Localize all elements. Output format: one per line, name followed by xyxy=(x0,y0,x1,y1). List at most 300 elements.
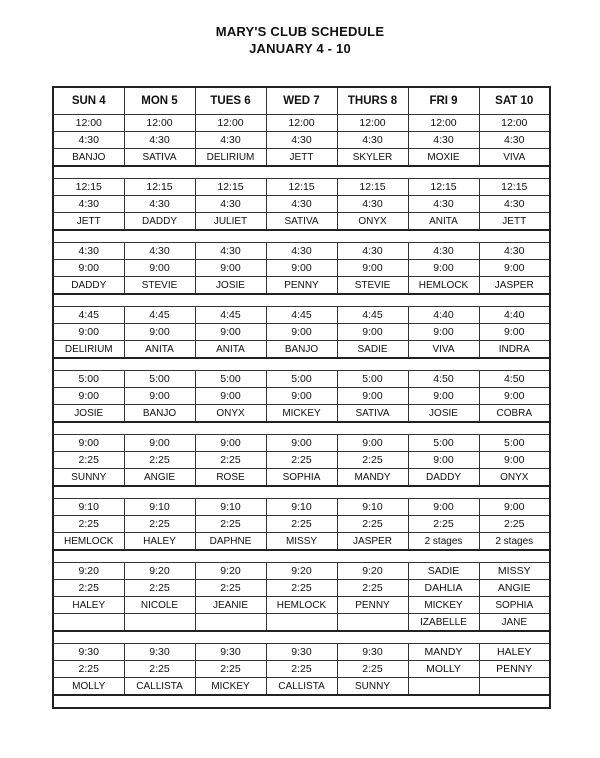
end-time-row-cell: 9:00 xyxy=(266,260,337,277)
start-time-row-cell: 9:30 xyxy=(124,644,195,661)
start-time-row-cell: 9:10 xyxy=(124,499,195,516)
start-time-row-cell: 5:00 xyxy=(124,371,195,388)
end-time-row-cell: 9:00 xyxy=(53,388,124,405)
start-time-row-cell: 4:45 xyxy=(337,307,408,324)
performer-row-cell: HEMLOCK xyxy=(53,533,124,551)
end-time-row-cell: 2:25 xyxy=(195,452,266,469)
start-time-row-cell: SADIE xyxy=(408,563,479,580)
start-time-row-cell: 9:00 xyxy=(479,499,550,516)
start-time-row-cell: 4:50 xyxy=(408,371,479,388)
performer-row-cell: JETT xyxy=(266,149,337,167)
end-time-row xyxy=(53,196,550,213)
spacer-row-cell xyxy=(124,695,195,708)
start-time-row-cell: 12:00 xyxy=(479,115,550,132)
performer-row xyxy=(53,533,550,551)
spacer-row-cell xyxy=(53,695,124,708)
spacer-row-cell xyxy=(266,550,337,563)
start-time-row xyxy=(53,179,550,196)
start-time-row-cell: MISSY xyxy=(479,563,550,580)
start-time-row-cell: 5:00 xyxy=(337,371,408,388)
start-time-row-cell: 4:45 xyxy=(53,307,124,324)
performer-row xyxy=(53,277,550,295)
spacer-row-cell xyxy=(124,550,195,563)
spacer-row-cell xyxy=(337,695,408,708)
performer-row-cell: ONYX xyxy=(195,405,266,423)
performer-row xyxy=(53,149,550,167)
spacer-row-cell xyxy=(195,550,266,563)
performer-row-cell: BANJO xyxy=(266,341,337,359)
end-time-row-cell: DAHLIA xyxy=(408,580,479,597)
start-time-row-cell: 12:15 xyxy=(195,179,266,196)
start-time-row-cell: 4:45 xyxy=(195,307,266,324)
spacer-row-cell xyxy=(337,166,408,179)
spacer-row-cell xyxy=(266,486,337,499)
performer-row-cell: CALLISTA xyxy=(124,678,195,696)
spacer-row-cell xyxy=(479,358,550,371)
performer-row-cell: 2 stages xyxy=(408,533,479,551)
spacer-row xyxy=(53,631,550,644)
performer-row-cell: JOSIE xyxy=(195,277,266,295)
start-time-row-cell: 12:00 xyxy=(195,115,266,132)
start-time-row-cell: 12:15 xyxy=(124,179,195,196)
end-time-row-cell: 9:00 xyxy=(408,324,479,341)
performer-extra-row-cell xyxy=(337,614,408,632)
spacer-row xyxy=(53,358,550,371)
end-time-row-cell: 4:30 xyxy=(479,196,550,213)
start-time-row-cell: 12:15 xyxy=(408,179,479,196)
spacer-row-cell xyxy=(53,486,124,499)
start-time-row-cell: 4:50 xyxy=(479,371,550,388)
spacer-row-cell xyxy=(266,294,337,307)
performer-row-cell: DAPHNE xyxy=(195,533,266,551)
end-time-row-cell: 2:25 xyxy=(337,452,408,469)
start-time-row-cell: 12:00 xyxy=(337,115,408,132)
performer-row xyxy=(53,341,550,359)
end-time-row xyxy=(53,661,550,678)
start-time-row-cell: 12:00 xyxy=(124,115,195,132)
end-time-row-cell: 9:00 xyxy=(337,388,408,405)
end-time-row-cell: 2:25 xyxy=(195,661,266,678)
end-time-row-cell: 9:00 xyxy=(266,388,337,405)
start-time-row xyxy=(53,115,550,132)
performer-row-cell: SUNNY xyxy=(53,469,124,487)
performer-row-cell: ONYX xyxy=(479,469,550,487)
day-header-row-cell: SUN 4 xyxy=(53,87,124,115)
end-time-row-cell: 9:00 xyxy=(195,260,266,277)
spacer-row-cell xyxy=(408,166,479,179)
end-time-row-cell: 2:25 xyxy=(337,580,408,597)
end-time-row-cell: 4:30 xyxy=(195,132,266,149)
performer-extra-row xyxy=(53,614,550,632)
performer-row-cell: MOLLY xyxy=(53,678,124,696)
start-time-row-cell: 9:00 xyxy=(124,435,195,452)
performer-row-cell: MICKEY xyxy=(266,405,337,423)
start-time-row-cell: 5:00 xyxy=(53,371,124,388)
start-time-row-cell: 9:20 xyxy=(124,563,195,580)
spacer-row-cell xyxy=(53,230,124,243)
spacer-row-cell xyxy=(408,294,479,307)
performer-row-cell: SOPHIA xyxy=(266,469,337,487)
performer-row-cell: ANGIE xyxy=(124,469,195,487)
start-time-row-cell: 9:00 xyxy=(266,435,337,452)
end-time-row xyxy=(53,260,550,277)
spacer-row-cell xyxy=(408,358,479,371)
performer-row-cell: SADIE xyxy=(337,341,408,359)
start-time-row-cell: 9:00 xyxy=(195,435,266,452)
performer-row xyxy=(53,213,550,231)
performer-row xyxy=(53,597,550,614)
end-time-row-cell: 4:30 xyxy=(408,132,479,149)
performer-row-cell: SKYLER xyxy=(337,149,408,167)
spacer-row-cell xyxy=(408,422,479,435)
start-time-row xyxy=(53,644,550,661)
day-header-row-cell: TUES 6 xyxy=(195,87,266,115)
spacer-row-cell xyxy=(408,550,479,563)
end-time-row-cell: 2:25 xyxy=(53,452,124,469)
performer-row-cell: SATIVA xyxy=(337,405,408,423)
performer-row-cell: HEMLOCK xyxy=(408,277,479,295)
end-time-row-cell: 2:25 xyxy=(124,661,195,678)
spacer-row-cell xyxy=(195,294,266,307)
performer-row-cell: JETT xyxy=(53,213,124,231)
spacer-row-cell xyxy=(337,358,408,371)
spacer-row-cell xyxy=(337,230,408,243)
performer-row-cell: DADDY xyxy=(408,469,479,487)
start-time-row xyxy=(53,435,550,452)
performer-row-cell: JULIET xyxy=(195,213,266,231)
schedule-table-body xyxy=(53,87,550,708)
end-time-row-cell: 9:00 xyxy=(53,260,124,277)
performer-row-cell: BANJO xyxy=(53,149,124,167)
end-time-row-cell: 2:25 xyxy=(195,516,266,533)
spacer-row-cell xyxy=(408,486,479,499)
end-time-row-cell: 2:25 xyxy=(195,580,266,597)
performer-row-cell: MISSY xyxy=(266,533,337,551)
performer-extra-row-cell xyxy=(195,614,266,632)
spacer-row-cell xyxy=(479,422,550,435)
spacer-row-cell xyxy=(53,166,124,179)
end-time-row-cell: 9:00 xyxy=(337,260,408,277)
start-time-row-cell: 9:00 xyxy=(337,435,408,452)
performer-extra-row-cell xyxy=(53,614,124,632)
performer-extra-row-cell xyxy=(266,614,337,632)
end-time-row-cell: 9:00 xyxy=(479,452,550,469)
spacer-row-cell xyxy=(479,294,550,307)
start-time-row-cell: 4:30 xyxy=(337,243,408,260)
performer-row-cell: VIVA xyxy=(479,149,550,167)
performer-row xyxy=(53,678,550,696)
performer-row-cell: HALEY xyxy=(124,533,195,551)
start-time-row-cell: 9:20 xyxy=(53,563,124,580)
performer-row-cell: COBRA xyxy=(479,405,550,423)
spacer-row-cell xyxy=(195,230,266,243)
end-time-row-cell: 4:30 xyxy=(195,196,266,213)
end-time-row-cell: 9:00 xyxy=(195,324,266,341)
spacer-row-cell xyxy=(266,230,337,243)
performer-row-cell: ANITA xyxy=(408,213,479,231)
spacer-row xyxy=(53,230,550,243)
performer-row-cell: JOSIE xyxy=(408,405,479,423)
spacer-row-cell xyxy=(479,166,550,179)
spacer-row-cell xyxy=(53,631,124,644)
spacer-row-cell xyxy=(408,695,479,708)
start-time-row-cell: 5:00 xyxy=(408,435,479,452)
spacer-row-cell xyxy=(124,358,195,371)
performer-row-cell: MICKEY xyxy=(195,678,266,696)
start-time-row-cell: 12:15 xyxy=(53,179,124,196)
start-time-row-cell: 4:30 xyxy=(195,243,266,260)
day-header-row-cell: THURS 8 xyxy=(337,87,408,115)
performer-row-cell xyxy=(408,678,479,696)
day-header-row-cell: MON 5 xyxy=(124,87,195,115)
start-time-row-cell: 4:30 xyxy=(479,243,550,260)
start-time-row-cell: 9:00 xyxy=(408,499,479,516)
performer-row-cell: DELIRIUM xyxy=(195,149,266,167)
performer-row-cell: SUNNY xyxy=(337,678,408,696)
performer-extra-row-cell xyxy=(124,614,195,632)
performer-row-cell: MICKEY xyxy=(408,597,479,614)
end-time-row-cell: 4:30 xyxy=(337,132,408,149)
end-time-row-cell: 4:30 xyxy=(479,132,550,149)
spacer-row-cell xyxy=(408,631,479,644)
start-time-row xyxy=(53,243,550,260)
performer-row-cell: SOPHIA xyxy=(479,597,550,614)
performer-row-cell: DADDY xyxy=(124,213,195,231)
start-time-row-cell: 12:00 xyxy=(408,115,479,132)
spacer-row-cell xyxy=(266,422,337,435)
performer-row-cell: ROSE xyxy=(195,469,266,487)
spacer-row-cell xyxy=(266,631,337,644)
end-time-row-cell: 9:00 xyxy=(124,260,195,277)
end-time-row-cell: 9:00 xyxy=(408,388,479,405)
end-time-row-cell: 2:25 xyxy=(408,516,479,533)
schedule-date-range: JANUARY 4 - 10 xyxy=(249,41,351,56)
end-time-row xyxy=(53,580,550,597)
spacer-row xyxy=(53,486,550,499)
spacer-row xyxy=(53,166,550,179)
start-time-row-cell: 9:20 xyxy=(195,563,266,580)
end-time-row-cell: 9:00 xyxy=(53,324,124,341)
spacer-row-cell xyxy=(195,486,266,499)
start-time-row-cell: 9:00 xyxy=(53,435,124,452)
start-time-row-cell: 4:30 xyxy=(408,243,479,260)
end-time-row-cell: 2:25 xyxy=(337,516,408,533)
start-time-row-cell: 9:10 xyxy=(53,499,124,516)
end-time-row-cell: 4:30 xyxy=(124,196,195,213)
end-time-row-cell: 9:00 xyxy=(479,388,550,405)
end-time-row-cell: 2:25 xyxy=(266,452,337,469)
start-time-row-cell: 4:40 xyxy=(479,307,550,324)
spacer-row-cell xyxy=(195,358,266,371)
performer-row-cell: CALLISTA xyxy=(266,678,337,696)
spacer-row-cell xyxy=(266,695,337,708)
start-time-row-cell: 12:00 xyxy=(53,115,124,132)
start-time-row-cell: 5:00 xyxy=(266,371,337,388)
spacer-row-cell xyxy=(124,166,195,179)
end-time-row-cell: 4:30 xyxy=(124,132,195,149)
spacer-row-cell xyxy=(337,294,408,307)
performer-row-cell: MOXIE xyxy=(408,149,479,167)
performer-row-cell: SATIVA xyxy=(266,213,337,231)
end-time-row-cell: 9:00 xyxy=(195,388,266,405)
end-time-row-cell: 9:00 xyxy=(266,324,337,341)
spacer-row-cell xyxy=(479,550,550,563)
end-time-row-cell: 4:30 xyxy=(266,196,337,213)
end-time-row-cell: 9:00 xyxy=(124,388,195,405)
start-time-row-cell: 5:00 xyxy=(195,371,266,388)
spacer-row-cell xyxy=(124,486,195,499)
performer-row-cell: NICOLE xyxy=(124,597,195,614)
end-time-row-cell: PENNY xyxy=(479,661,550,678)
spacer-row xyxy=(53,695,550,708)
end-time-row-cell: 4:30 xyxy=(337,196,408,213)
end-time-row-cell: 4:30 xyxy=(266,132,337,149)
spacer-row-cell xyxy=(124,294,195,307)
day-header-row-cell: SAT 10 xyxy=(479,87,550,115)
end-time-row xyxy=(53,516,550,533)
performer-row xyxy=(53,469,550,487)
spacer-row-cell xyxy=(337,550,408,563)
performer-row-cell: PENNY xyxy=(266,277,337,295)
spacer-row-cell xyxy=(195,422,266,435)
end-time-row-cell: MOLLY xyxy=(408,661,479,678)
end-time-row-cell: 2:25 xyxy=(53,661,124,678)
performer-row-cell: SATIVA xyxy=(124,149,195,167)
spacer-row-cell xyxy=(266,166,337,179)
performer-row-cell: HALEY xyxy=(53,597,124,614)
end-time-row-cell: 2:25 xyxy=(124,580,195,597)
performer-row xyxy=(53,405,550,423)
start-time-row-cell: 9:30 xyxy=(266,644,337,661)
start-time-row xyxy=(53,307,550,324)
spacer-row-cell xyxy=(124,631,195,644)
performer-row-cell: MANDY xyxy=(337,469,408,487)
performer-row-cell: ANITA xyxy=(195,341,266,359)
start-time-row xyxy=(53,371,550,388)
end-time-row-cell: 2:25 xyxy=(266,516,337,533)
end-time-row xyxy=(53,388,550,405)
spacer-row-cell xyxy=(53,294,124,307)
end-time-row-cell: 2:25 xyxy=(266,661,337,678)
end-time-row xyxy=(53,132,550,149)
end-time-row xyxy=(53,452,550,469)
day-header-row-cell: WED 7 xyxy=(266,87,337,115)
spacer-row xyxy=(53,422,550,435)
spacer-row-cell xyxy=(337,422,408,435)
start-time-row xyxy=(53,499,550,516)
spacer-row-cell xyxy=(53,422,124,435)
start-time-row-cell: 4:45 xyxy=(266,307,337,324)
performer-row-cell: JETT xyxy=(479,213,550,231)
performer-row-cell: ANITA xyxy=(124,341,195,359)
spacer-row-cell xyxy=(124,422,195,435)
end-time-row-cell: 4:30 xyxy=(53,132,124,149)
performer-row-cell: BANJO xyxy=(124,405,195,423)
start-time-row-cell: 4:30 xyxy=(266,243,337,260)
end-time-row-cell: 2:25 xyxy=(124,452,195,469)
schedule-table xyxy=(52,86,551,709)
performer-row-cell: DADDY xyxy=(53,277,124,295)
spacer-row-cell xyxy=(337,631,408,644)
spacer-row-cell xyxy=(479,631,550,644)
end-time-row-cell: 4:30 xyxy=(53,196,124,213)
performer-extra-row-cell: IZABELLE xyxy=(408,614,479,632)
start-time-row-cell: 9:30 xyxy=(195,644,266,661)
performer-extra-row-cell: JANE xyxy=(479,614,550,632)
start-time-row-cell: 4:40 xyxy=(408,307,479,324)
start-time-row-cell: 9:20 xyxy=(266,563,337,580)
spacer-row-cell xyxy=(337,486,408,499)
performer-row-cell: INDRA xyxy=(479,341,550,359)
start-time-row-cell: 4:30 xyxy=(124,243,195,260)
performer-row-cell: PENNY xyxy=(337,597,408,614)
spacer-row xyxy=(53,294,550,307)
start-time-row-cell: 9:20 xyxy=(337,563,408,580)
end-time-row-cell: 4:30 xyxy=(408,196,479,213)
start-time-row-cell: HALEY xyxy=(479,644,550,661)
end-time-row-cell: ANGIE xyxy=(479,580,550,597)
start-time-row-cell: 12:00 xyxy=(266,115,337,132)
performer-row-cell: JASPER xyxy=(337,533,408,551)
start-time-row-cell: 12:15 xyxy=(266,179,337,196)
start-time-row-cell: 9:10 xyxy=(337,499,408,516)
end-time-row xyxy=(53,324,550,341)
performer-row-cell: STEVIE xyxy=(337,277,408,295)
start-time-row xyxy=(53,563,550,580)
end-time-row-cell: 9:00 xyxy=(479,324,550,341)
performer-row-cell: ONYX xyxy=(337,213,408,231)
spacer-row-cell xyxy=(479,695,550,708)
start-time-row-cell: MANDY xyxy=(408,644,479,661)
end-time-row-cell: 9:00 xyxy=(337,324,408,341)
start-time-row-cell: 9:10 xyxy=(195,499,266,516)
spacer-row-cell xyxy=(408,230,479,243)
performer-row-cell: STEVIE xyxy=(124,277,195,295)
end-time-row-cell: 9:00 xyxy=(479,260,550,277)
spacer-row xyxy=(53,550,550,563)
schedule-title: MARY'S CLUB SCHEDULE xyxy=(215,24,385,39)
end-time-row-cell: 9:00 xyxy=(124,324,195,341)
spacer-row-cell xyxy=(479,486,550,499)
end-time-row-cell: 2:25 xyxy=(337,661,408,678)
spacer-row-cell xyxy=(195,695,266,708)
day-header-row xyxy=(53,87,550,115)
start-time-row-cell: 9:10 xyxy=(266,499,337,516)
start-time-row-cell: 4:30 xyxy=(53,243,124,260)
spacer-row-cell xyxy=(479,230,550,243)
performer-row-cell: 2 stages xyxy=(479,533,550,551)
performer-row-cell: JEANIE xyxy=(195,597,266,614)
end-time-row-cell: 2:25 xyxy=(53,580,124,597)
performer-row-cell: JASPER xyxy=(479,277,550,295)
end-time-row-cell: 2:25 xyxy=(124,516,195,533)
end-time-row-cell: 2:25 xyxy=(53,516,124,533)
end-time-row-cell: 9:00 xyxy=(408,452,479,469)
start-time-row-cell: 12:15 xyxy=(337,179,408,196)
performer-row-cell xyxy=(479,678,550,696)
start-time-row-cell: 4:45 xyxy=(124,307,195,324)
spacer-row-cell xyxy=(53,358,124,371)
start-time-row-cell: 12:15 xyxy=(479,179,550,196)
spacer-row-cell xyxy=(53,550,124,563)
start-time-row-cell: 9:30 xyxy=(53,644,124,661)
performer-row-cell: HEMLOCK xyxy=(266,597,337,614)
spacer-row-cell xyxy=(195,166,266,179)
performer-row-cell: DELIRIUM xyxy=(53,341,124,359)
performer-row-cell: JOSIE xyxy=(53,405,124,423)
day-header-row-cell: FRI 9 xyxy=(408,87,479,115)
spacer-row-cell xyxy=(195,631,266,644)
